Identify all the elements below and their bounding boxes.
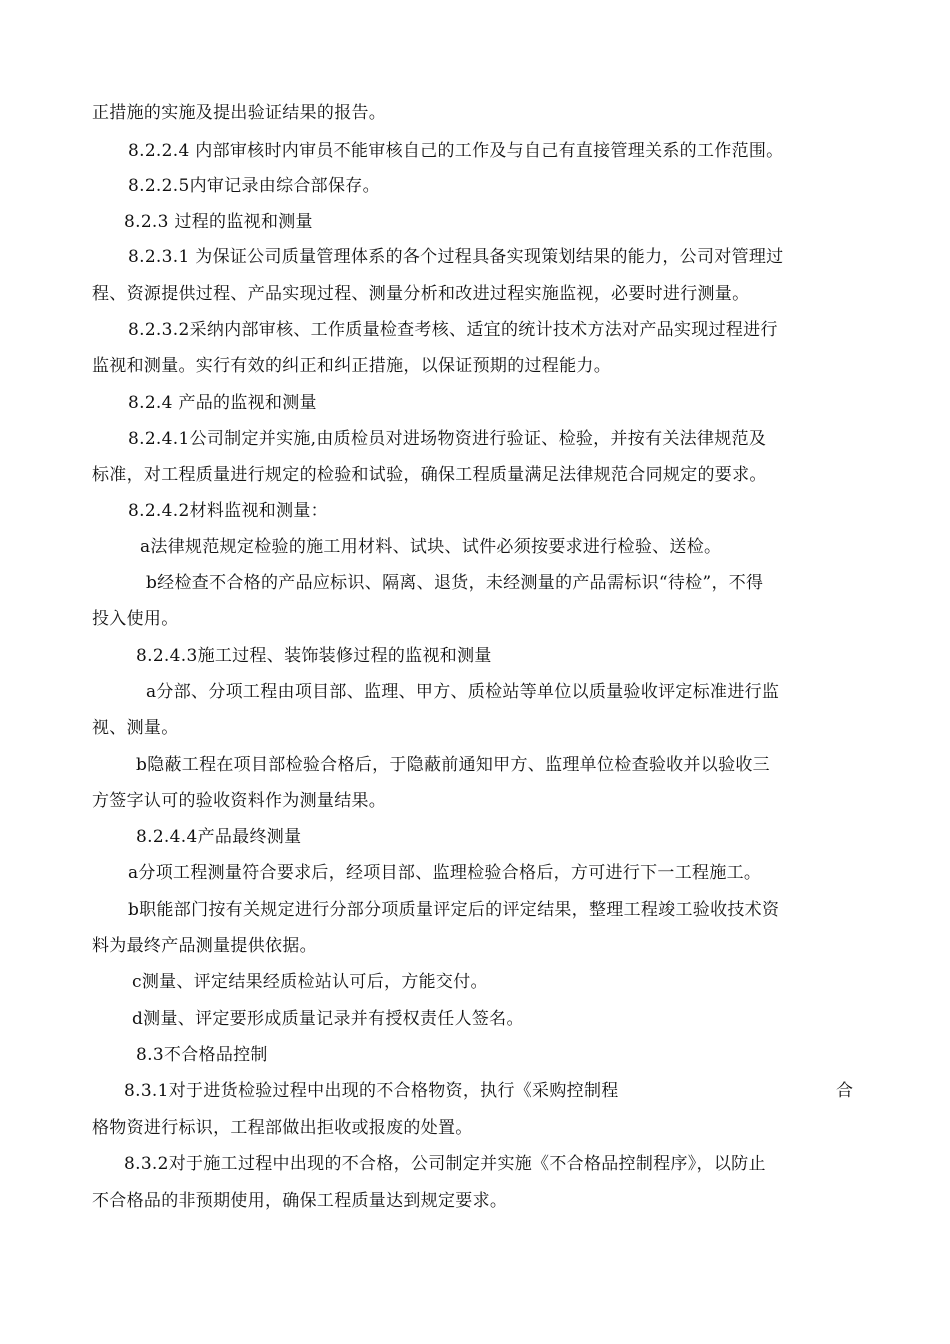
text-line-29: 格物资进行标识，工程部做出拒收或报废的处置。 [92, 1118, 473, 1138]
text-line-28-partial: 8.3.1对于进货检验过程中出现的不合格物资，执行《采购控制程 [124, 1081, 619, 1101]
section-heading-8-2-4-3: 8.2.4.3施工过程、装饰装修过程的监视和测量 [136, 646, 492, 666]
text-line-24: 料为最终产品测量提供依据。 [92, 936, 317, 956]
text-line-17: a分部、分项工程由项目部、监理、甲方、质检站等单位以质量验收评定标准进行监 [146, 682, 780, 702]
section-heading-8-2-3: 8.2.3 过程的监视和测量 [124, 212, 313, 232]
text-line-28-tail: 合 [836, 1081, 854, 1101]
text-line-30: 8.3.2对于施工过程中出现的不合格，公司制定并实施《不合格品控制程序》，以防止 [124, 1154, 766, 1174]
text-line-2: 8.2.2.4 内部审核时内审员不能审核自己的工作及与自己有直接管理关系的工作范围。 [128, 141, 784, 161]
text-line-23: b职能部门按有关规定进行分部分项质量评定后的评定结果，整理工程竣工验收技术资 [128, 900, 780, 920]
text-line-5: 8.2.3.1 为保证公司质量管理体系的各个过程具备实现策划结果的能力，公司对管理过 [128, 247, 784, 267]
text-line-18: 视、测量。 [92, 718, 179, 738]
section-heading-8-3: 8.3不合格品控制 [136, 1045, 268, 1065]
text-line-6: 程、资源提供过程、产品实现过程、测量分析和改进过程实施监视，必要时进行测量。 [92, 284, 750, 304]
text-line-7: 8.2.3.2采纳内部审核、工作质量检查考核、适宜的统计技术方法对产品实现过程进行 [128, 320, 778, 340]
obscured-region [700, 1076, 836, 1106]
text-line-11: 标准，对工程质量进行规定的检验和试验，确保工程质量满足法律规范合同规定的要求。 [92, 465, 767, 485]
text-line-15: 投入使用。 [92, 609, 179, 629]
text-line-10: 8.2.4.1公司制定并实施,由质检员对进场物资进行验证、检验，并按有关法律规范及 [128, 429, 767, 449]
text-line-25: c测量、评定结果经质检站认可后，方能交付。 [132, 972, 488, 992]
text-line-3: 8.2.2.5内审记录由综合部保存。 [128, 176, 380, 196]
text-line-13: a法律规范规定检验的施工用材料、试块、试件必须按要求进行检验、送检。 [140, 537, 722, 557]
text-line-14: b经检查不合格的产品应标识、隔离、退货，未经测量的产品需标识“待检”，不得 [146, 573, 764, 593]
text-line-1: 正措施的实施及提出验证结果的报告。 [92, 103, 387, 123]
text-line-12: 8.2.4.2材料监视和测量： [128, 501, 328, 521]
section-heading-8-2-4-4: 8.2.4.4产品最终测量 [136, 827, 302, 847]
text-line-26: d测量、评定要形成质量记录并有授权责任人签名。 [132, 1009, 524, 1029]
text-line-19: b隐蔽工程在项目部检验合格后，于隐蔽前通知甲方、监理单位检查验收并以验收三 [136, 755, 770, 775]
text-line-22: a分项工程测量符合要求后，经项目部、监理检验合格后，方可进行下一工程施工。 [128, 863, 762, 883]
text-line-31: 不合格品的非预期使用，确保工程质量达到规定要求。 [92, 1191, 508, 1211]
text-line-8: 监视和测量。实行有效的纠正和纠正措施，以保证预期的过程能力。 [92, 356, 611, 376]
section-heading-8-2-4: 8.2.4 产品的监视和测量 [128, 393, 317, 413]
text-line-20: 方签字认可的验收资料作为测量结果。 [92, 791, 387, 811]
